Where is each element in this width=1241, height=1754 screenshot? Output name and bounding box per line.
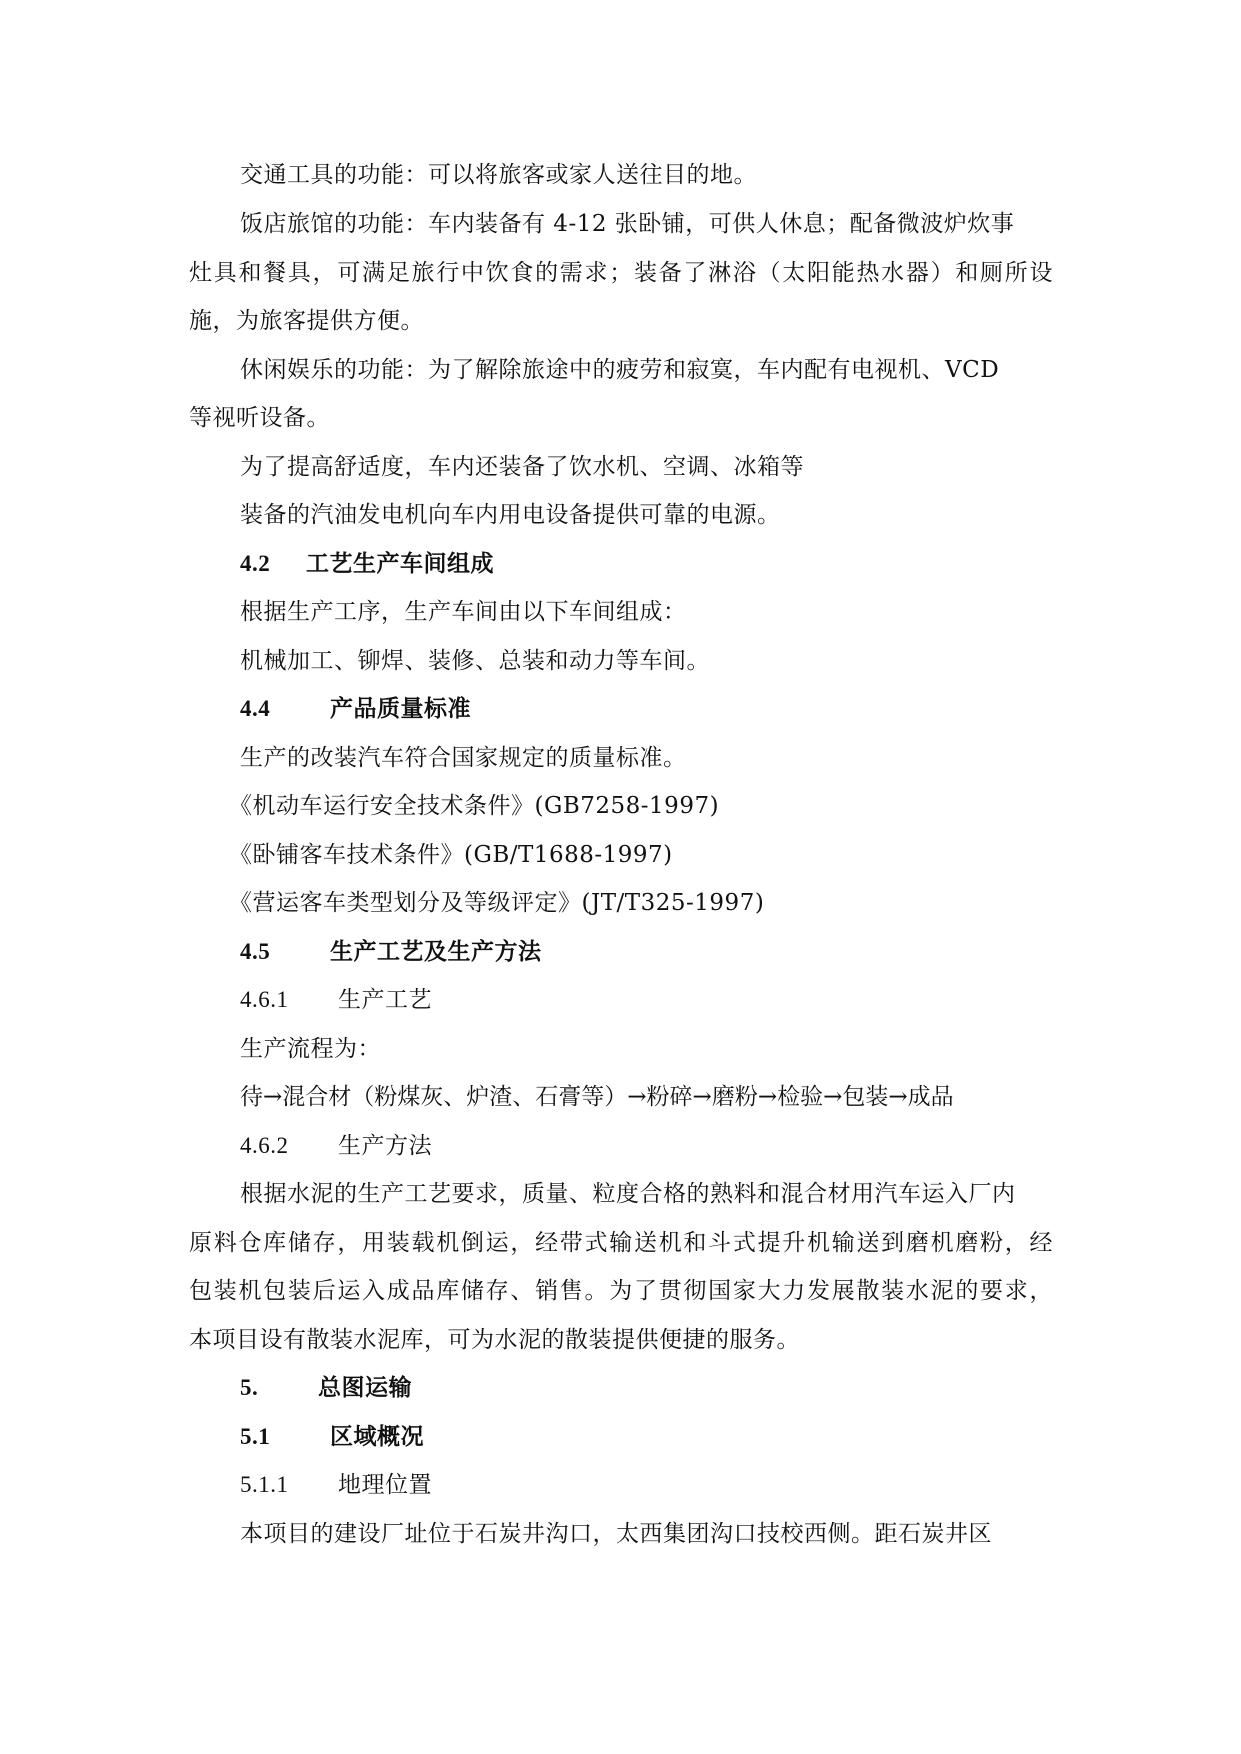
paragraph-location: 本项目的建设厂址位于石炭井沟口，太西集团沟口技校西侧。距石炭井区 xyxy=(240,1521,992,1547)
subheading-title: 地理位置 xyxy=(338,1472,432,1498)
heading-title: 生产工艺及生产方法 xyxy=(330,938,542,965)
heading-number: 4.4 xyxy=(240,696,271,721)
subheading-title: 生产方法 xyxy=(338,1133,432,1159)
heading-title: 总图运输 xyxy=(318,1374,412,1401)
heading-title: 产品质量标准 xyxy=(330,695,471,722)
paragraph-transport-function: 交通工具的功能：可以将旅客或家人送往目的地。 xyxy=(240,162,757,188)
subheading-number: 4.6.2 xyxy=(240,1133,289,1158)
paragraph-method-line-1: 根据水泥的生产工艺要求，质量、粒度合格的熟料和混合材用汽车运入厂内 xyxy=(240,1181,1016,1207)
standard-item: 《卧铺客车技术条件》(GB/T1688-1997) xyxy=(229,842,673,868)
paragraph-method-line-2: 原料仓库储存，用装载机倒运，经带式输送机和斗式提升机输送到磨机磨粉，经 xyxy=(189,1230,1053,1256)
paragraph-hotel-function-line-1: 饭店旅馆的功能：车内装备有 4-12 张卧铺，可供人休息；配备微波炉炊事 xyxy=(240,211,1015,237)
heading-title: 工艺生产车间组成 xyxy=(306,550,494,577)
standard-item: 《营运客车类型划分及等级评定》(JT/T325-1997) xyxy=(229,890,765,916)
heading-number: 4.5 xyxy=(240,939,271,964)
heading-title: 区域概况 xyxy=(330,1423,424,1450)
heading-4-2 xyxy=(240,549,494,579)
paragraph-comfort: 为了提高舒适度，车内还装备了饮水机、空调、冰箱等 xyxy=(240,454,804,480)
heading-number: 4.2 xyxy=(240,551,271,576)
heading-number: 5.1 xyxy=(240,1424,271,1449)
heading-5 xyxy=(240,1373,412,1403)
subheading-title: 生产工艺 xyxy=(338,987,432,1013)
subheading-5-1-1 xyxy=(240,1470,432,1500)
paragraph-method-line-3: 包装机包装后运入成品库储存、销售。为了贯彻国家大力发展散装水泥的要求， xyxy=(189,1278,1053,1304)
paragraph-leisure-function-line-1: 休闲娱乐的功能：为了解除旅途中的疲劳和寂寞，车内配有电视机、VCD xyxy=(240,357,1000,383)
paragraph-method-line-4: 本项目设有散装水泥库，可为水泥的散装提供便捷的服务。 xyxy=(189,1327,800,1353)
paragraph-workshop-intro: 根据生产工序，生产车间由以下车间组成： xyxy=(240,599,687,625)
paragraph-flow-label: 生产流程为： xyxy=(240,1036,381,1062)
paragraph-leisure-function-line-2: 等视听设备。 xyxy=(189,405,330,431)
paragraph-hotel-function-line-3: 施，为旅客提供方便。 xyxy=(189,308,424,334)
standard-item: 《机动车运行安全技术条件》(GB7258-1997) xyxy=(229,793,720,819)
subheading-4-6-1 xyxy=(240,985,432,1015)
subheading-4-6-2 xyxy=(240,1131,432,1161)
subheading-number: 4.6.1 xyxy=(240,987,289,1012)
paragraph-quality-intro: 生产的改装汽车符合国家规定的质量标准。 xyxy=(240,745,687,771)
paragraph-workshop-list: 机械加工、铆焊、装修、总装和动力等车间。 xyxy=(240,648,710,674)
heading-4-5 xyxy=(240,937,542,967)
paragraph-generator: 装备的汽油发电机向车内用电设备提供可靠的电源。 xyxy=(240,502,781,528)
heading-number: 5. xyxy=(240,1375,259,1400)
heading-5-1 xyxy=(240,1422,424,1452)
paragraph-flow: 待→混合材（粉煤灰、炉渣、石膏等）→粉碎→磨粉→检验→包装→成品 xyxy=(240,1084,954,1110)
paragraph-hotel-function-line-2: 灶具和餐具，可满足旅行中饮食的需求；装备了淋浴（太阳能热水器）和厕所设 xyxy=(189,260,1053,286)
subheading-number: 5.1.1 xyxy=(240,1472,289,1497)
heading-4-4 xyxy=(240,694,471,724)
